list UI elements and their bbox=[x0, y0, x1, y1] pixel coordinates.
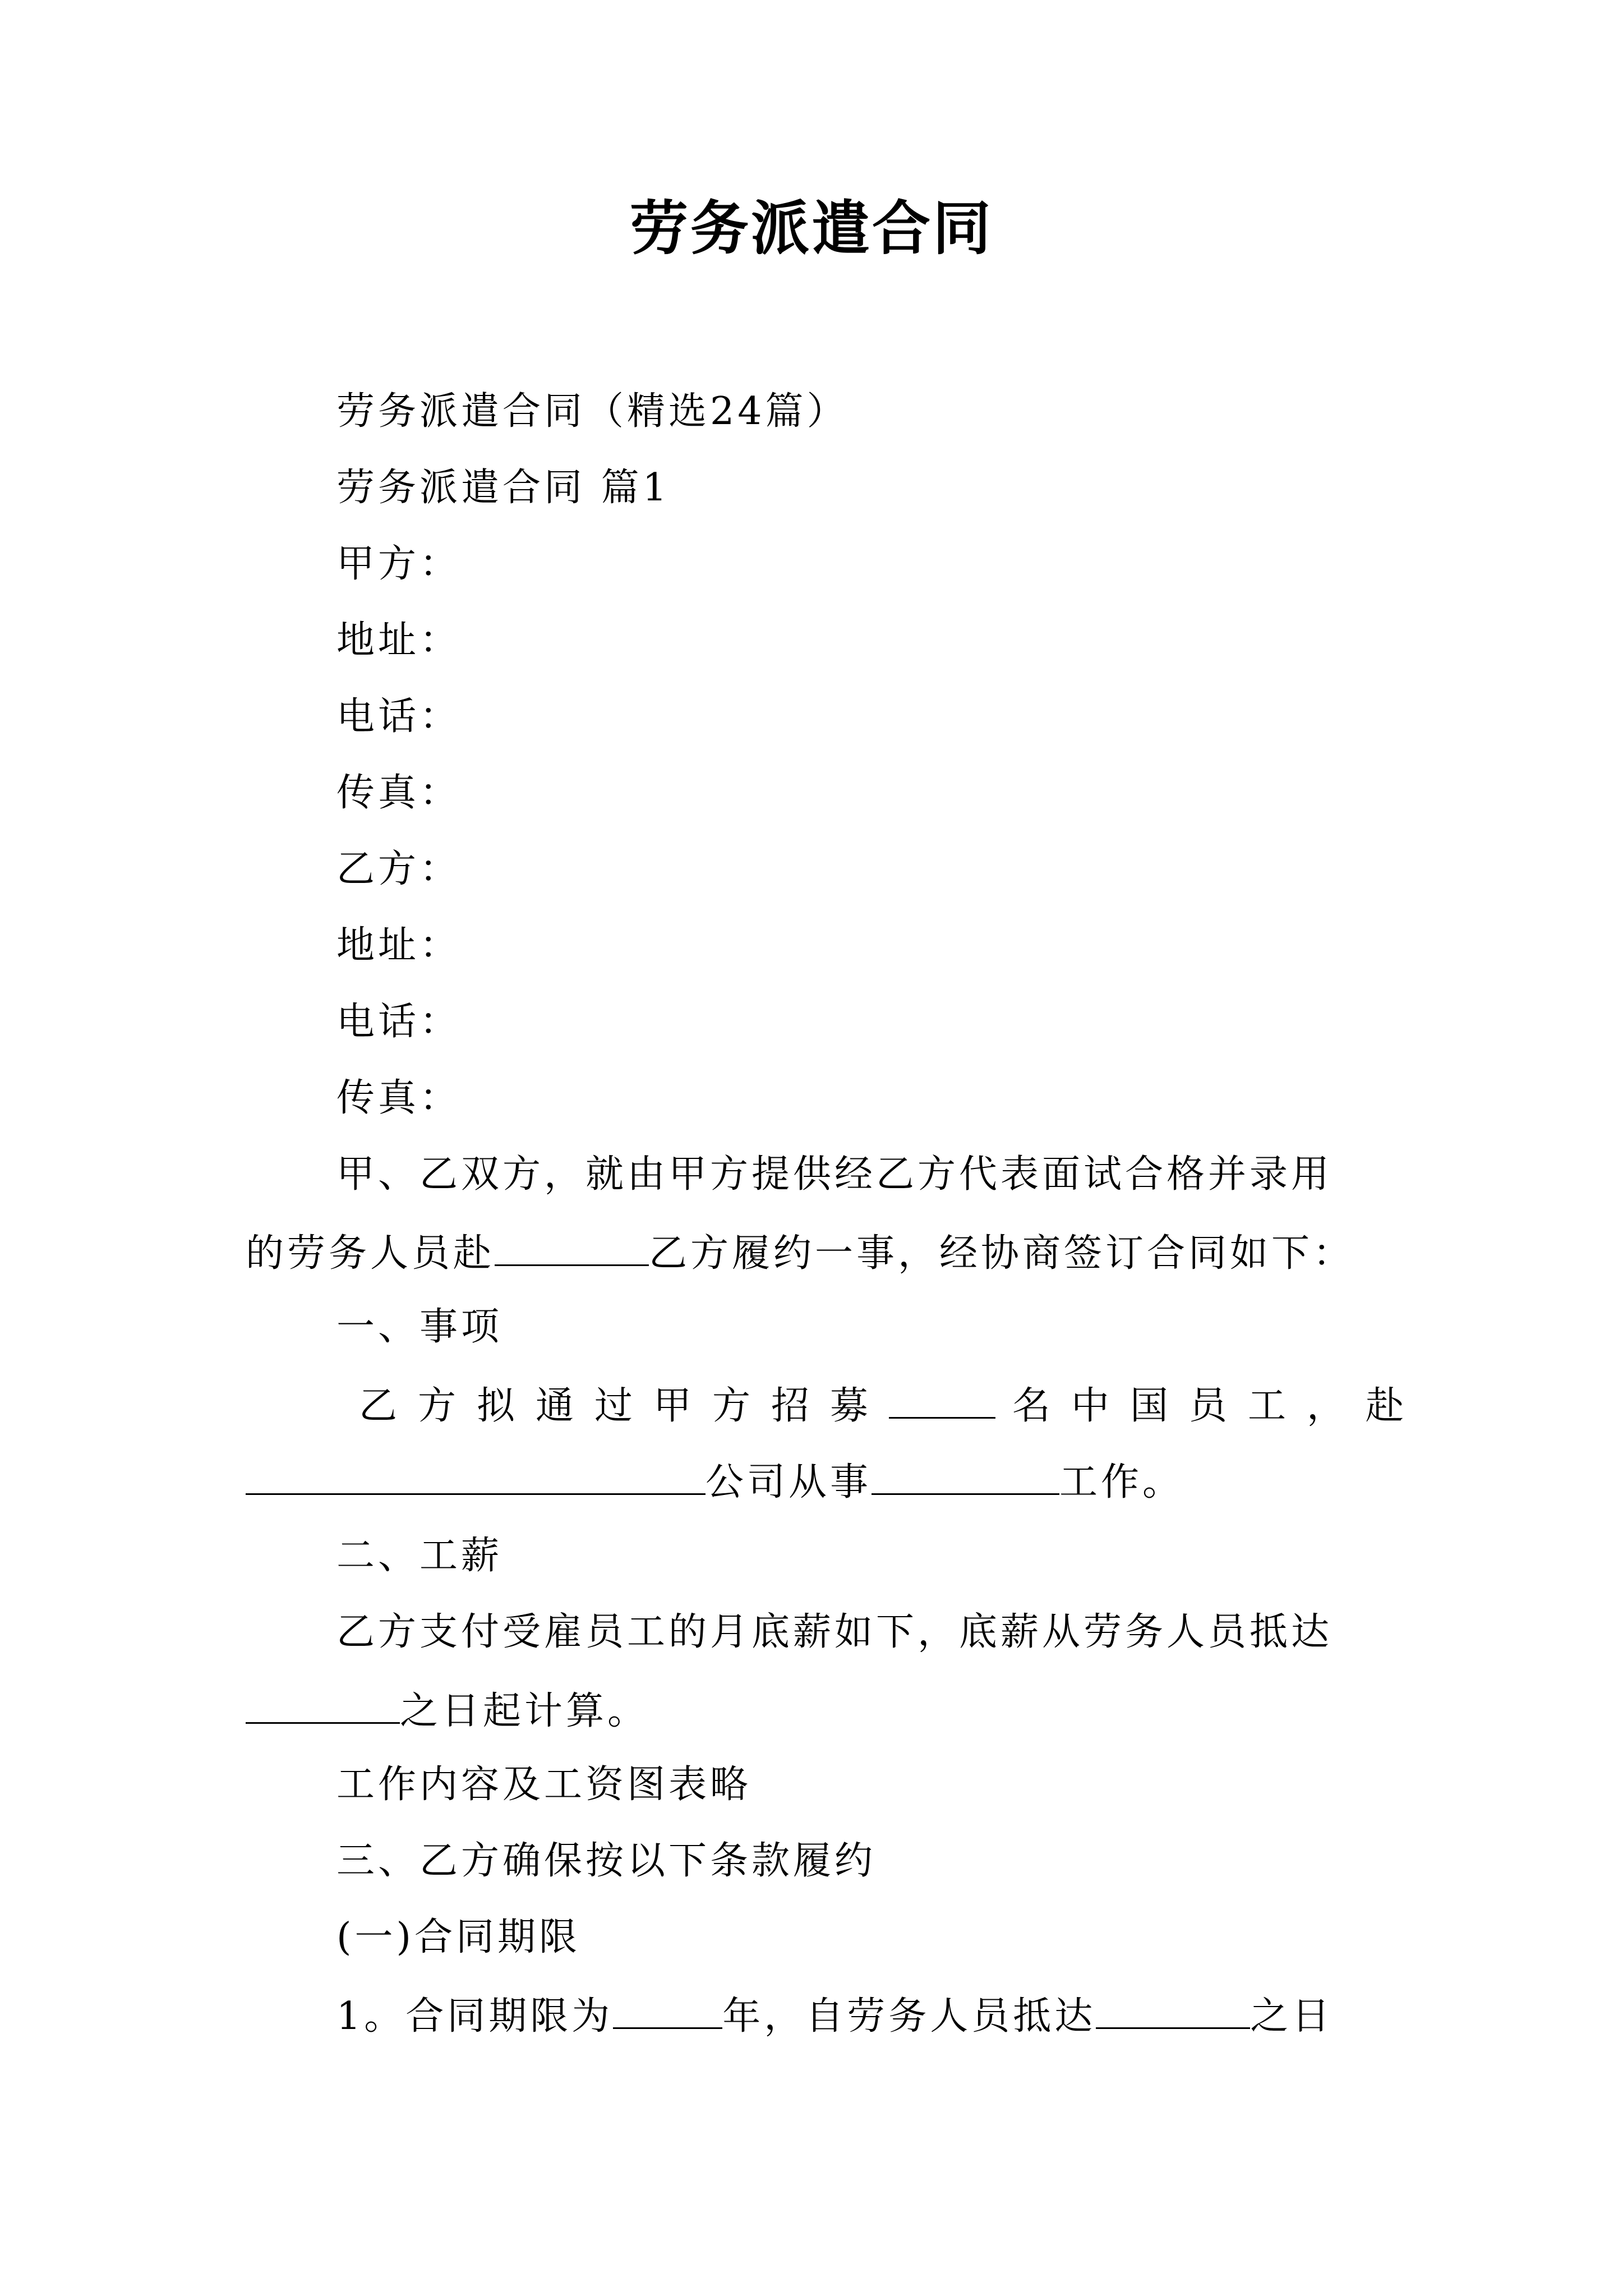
clause3-sub1-heading: (一)合同期限 bbox=[336, 1915, 581, 1959]
intro-line2-text-a: 的劳务人员赴 bbox=[246, 1231, 495, 1276]
arrival-blank bbox=[1096, 1995, 1250, 2029]
clause3-item1-text-b: 年，自劳务人员抵达 bbox=[722, 1994, 1096, 2039]
job-type-blank bbox=[872, 1461, 1059, 1495]
clause2-line1: 乙方支付受雇员工的月底薪如下，底薪从劳务人员抵达 bbox=[336, 1610, 1333, 1654]
party-a-fax-label: 传真： bbox=[336, 771, 462, 815]
clause1-heading: 一、事项 bbox=[336, 1305, 503, 1349]
destination-blank bbox=[495, 1232, 649, 1266]
clause1-line2-text-b: 工作。 bbox=[1059, 1460, 1184, 1504]
clause1-line1-text-b: 名中国员工，赴 bbox=[1012, 1384, 1425, 1428]
party-b-address-label: 地址： bbox=[336, 923, 462, 968]
company-name-blank bbox=[246, 1461, 706, 1495]
section-heading: 劳务派遣合同 篇1 bbox=[336, 466, 670, 510]
clause2-note: 工作内容及工资图表略 bbox=[336, 1763, 752, 1807]
clause1-line1 bbox=[359, 1384, 1425, 1428]
clause3-item1-text-c: 之日 bbox=[1250, 1994, 1334, 2039]
document-title: 劳务派遣合同 bbox=[629, 194, 993, 263]
clause2-line2-text: 之日起计算。 bbox=[400, 1689, 649, 1733]
party-b-fax-label: 传真： bbox=[336, 1076, 462, 1120]
party-b-phone-label: 电话： bbox=[336, 1000, 462, 1044]
clause3-heading: 三、乙方确保按以下条款履约 bbox=[336, 1839, 877, 1883]
clause3-item1 bbox=[336, 1994, 1334, 2039]
arrival-place-blank bbox=[246, 1690, 400, 1724]
party-a-phone-label: 电话： bbox=[336, 694, 462, 739]
clause1-line2 bbox=[246, 1461, 1184, 1502]
clause3-item1-text-a: 1。合同期限为 bbox=[336, 1994, 614, 2039]
intro-line2-text-b: 乙方履约一事，经协商签订合同如下： bbox=[649, 1231, 1355, 1276]
intro-paragraph-line1: 甲、乙双方，就由甲方提供经乙方代表面试合格并录用 bbox=[336, 1152, 1333, 1197]
party-b-name-label: 乙方： bbox=[336, 847, 462, 891]
intro-paragraph-line2 bbox=[246, 1231, 1355, 1276]
clause1-line1-text-a: 乙方拟通过甲方招募 bbox=[359, 1384, 889, 1428]
clause1-line2-text-a: 公司从事 bbox=[706, 1460, 872, 1504]
party-a-name-label: 甲方： bbox=[336, 542, 462, 586]
party-a-address-label: 地址： bbox=[336, 618, 462, 662]
clause2-heading: 二、工薪 bbox=[336, 1534, 503, 1578]
term-years-blank bbox=[613, 1995, 722, 2029]
clause2-line2 bbox=[246, 1690, 649, 1731]
staff-count-blank bbox=[889, 1384, 995, 1419]
document-subtitle: 劳务派遣合同（精选24篇） bbox=[336, 389, 849, 434]
